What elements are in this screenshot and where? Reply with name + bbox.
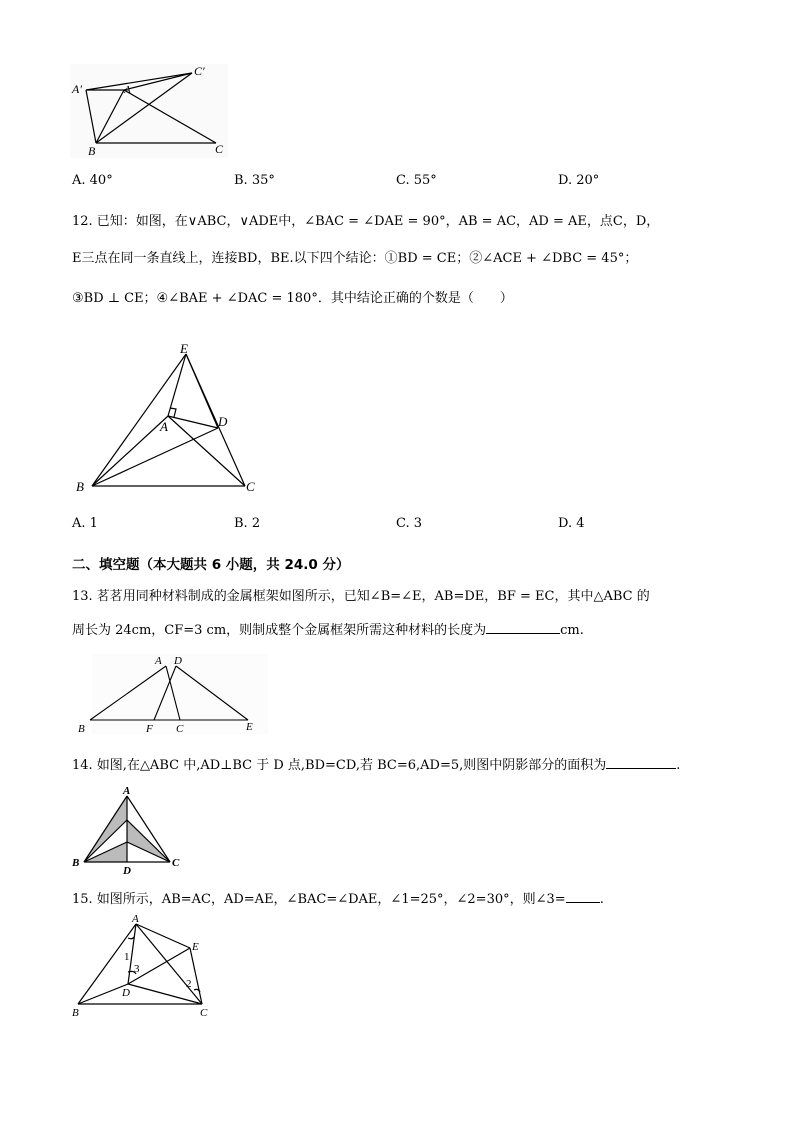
q11-label-a-prime: A′: [72, 82, 82, 96]
q12-label-c: C: [246, 479, 255, 494]
q12-option-c[interactable]: C. 3: [396, 516, 423, 531]
q11-option-d[interactable]: D. 20°: [558, 173, 600, 188]
q15-angle-1: 1: [124, 951, 130, 963]
q15-angle-2: 2: [186, 978, 192, 990]
q11-option-a[interactable]: A. 40°: [72, 173, 113, 188]
q13-label-d: D: [174, 655, 182, 667]
q11-label-c-prime: C′: [194, 64, 205, 78]
q11-label-c: C: [215, 142, 224, 156]
q12-stem-line2: E三点在同一条直线上，连接BD，BE.以下四个结论：①BD = CE；②∠ACE + ∠DBC = 45°；: [72, 251, 638, 266]
q12-stem-line3: ③BD ⊥ CE；④∠BAE + ∠DAC = 180°．其中结论正确的个数是（ ）: [72, 291, 513, 306]
q13-figure: [72, 650, 268, 740]
q12-label-e: E: [180, 341, 188, 356]
q13-stem-line2-text: 周长为 24cm，CF=3 cm，则制成整个金属框架所需这种材料的长度为: [72, 623, 487, 638]
q14-stem-text: 14. 如图,在△ABC 中,AD⊥BC 于 D 点,BD=CD,若 BC=6,AD=5,则图中阴影部分的面积为: [72, 758, 607, 773]
q14-answer-blank[interactable]: [606, 755, 676, 769]
section-heading-fill-in: 二、填空题（本大题共 6 小题，共 24.0 分）: [72, 557, 350, 573]
q13-label-a: A: [155, 655, 162, 667]
q12-label-a: A: [160, 419, 168, 434]
q11-label-a: A: [124, 84, 131, 96]
q12-label-d: D: [218, 414, 228, 429]
q15-label-c: C: [200, 1007, 208, 1019]
q15-stem-text: 15. 如图所示，AB=AC，AD=AE，∠BAC=∠DAE，∠1=25°，∠2=30°，则∠3=: [72, 892, 566, 907]
q14-label-c: C: [172, 857, 180, 869]
q15-stem-end: .: [599, 892, 604, 907]
q13-label-e: E: [246, 721, 253, 733]
q13-answer-blank[interactable]: [486, 620, 560, 634]
q11-label-b: B: [88, 144, 96, 158]
q12-label-b: B: [76, 479, 84, 494]
q11-option-b[interactable]: B. 35°: [234, 173, 275, 188]
q13-stem-line2-unit: cm.: [560, 623, 584, 638]
q15-figure: [66, 910, 226, 1020]
q12-option-b[interactable]: B. 2: [234, 516, 261, 531]
q12-option-d[interactable]: D. 4: [558, 516, 585, 531]
q14-label-b: B: [72, 857, 80, 869]
q13-label-c: C: [176, 723, 184, 735]
q13-stem-line1: 13. 茗茗用同种材料制成的金属框架如图所示，已知∠B=∠E，AB=DE，BF = EC，其中△ABC 的: [72, 589, 650, 604]
q15-label-a: A: [132, 913, 139, 925]
q11-figure: [66, 60, 236, 162]
q14-figure: [70, 784, 184, 878]
q14-stem: [72, 755, 680, 775]
q13-label-f: F: [146, 723, 153, 735]
q14-label-d: D: [123, 865, 131, 877]
q15-angle-3: 3: [134, 963, 140, 975]
q13-stem-line2: [72, 620, 584, 640]
q12-stem-line1: 12. 已知：如图，在∨ABC，∨ADE中，∠BAC = ∠DAE = 90°，AB = AC，AD = AE，点C，D，: [72, 214, 660, 229]
q13-label-b: B: [78, 723, 85, 735]
q14-label-a: A: [123, 785, 131, 797]
q12-figure: [70, 340, 270, 500]
q12-option-a[interactable]: A. 1: [72, 516, 98, 531]
q11-option-c[interactable]: C. 55°: [396, 173, 437, 188]
q15-answer-blank[interactable]: [566, 889, 600, 903]
q15-stem: [72, 889, 604, 909]
q14-stem-end: .: [676, 758, 681, 773]
q15-label-e: E: [192, 941, 199, 953]
q15-label-b: B: [72, 1007, 79, 1019]
q15-label-d: D: [122, 987, 130, 999]
